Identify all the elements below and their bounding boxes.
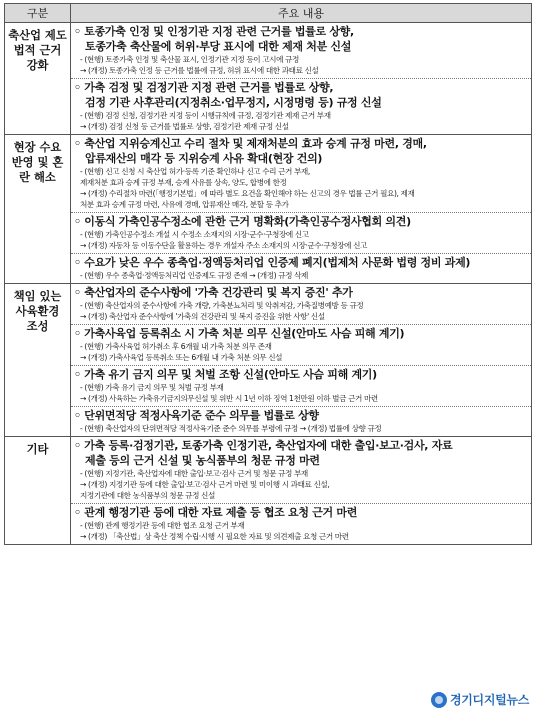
item-title-line: ◦ 가축 유기 금지 의무 및 처벌 조항 신설(안마도 사슴 피해 계기) (74, 368, 377, 381)
item-detail-line: - (현행) 토종가축 인정 및 축산물 표시, 인정기관 지정 등이 고시에 규정 (80, 55, 299, 64)
item-title-line: ◦ 축산업 지위승계신고 수리 절차 및 제재처분의 효과 승계 규정 마련, 경매, (74, 137, 427, 150)
item-detail-line: → (개정) 사육하는 가축유기금지의무신설 및 위반 시 1년 이하 징역 1천만원 이하 벌금 근거 마련 (80, 394, 378, 403)
item-detail-line: → (개정) 축산업자 준수사항에 '가축의 건강관리 및 복지 증진을 위한 사항' 신설 (80, 312, 325, 321)
item-detail-line: 지정기관에 대한 농식품부의 청문 규정 신설 (80, 491, 215, 500)
item-detail-line: → (개정) 「축산법」상 축산 정책 수립·시행 시 필요한 자료 및 의견제출 요청 근거 마련 (80, 532, 349, 541)
content-item (71, 366, 531, 407)
item-detail-line: - (현행) 신고 신청 시 축산업 허가·등록 기준 확인하나 신고 수리 근거 부재, (80, 167, 310, 176)
item-detail-line: → (개정) 자동차 등 이동수단을 활용하는 경우 개설자 주소 소재지의 시장·군수·구청장에 신고 (80, 241, 367, 250)
item-detail-line: 처분 효과 승계 규정 마련, 사유에 경매, 압류재산 매각, 분할 등 추가 (80, 200, 289, 209)
item-title-line: ◦ 단위면적당 적정사육기준 준수 의무를 법률로 상향 (74, 409, 319, 422)
item-title-line: 제출 등의 근거 신설 및 농식품부의 청문 규정 마련 (85, 454, 320, 467)
item-detail-line: → (개정) 토종가축 인정 등 근거를 법률에 규정, 허위 표시에 대한 과태료 신설 (80, 66, 319, 75)
content-item (71, 79, 531, 134)
content-item (71, 504, 531, 544)
item-title-line: ◦ 수요가 낮은 우수 종축업·정액등처리업 인증제 폐지(법제처 사문화 법령 정비 과제) (74, 256, 471, 269)
item-title-line: ◦ 관계 행정기관 등에 대한 자료 제출 등 협조 요청 근거 마련 (74, 506, 358, 519)
content-item (71, 437, 531, 504)
category-line: 사육환경 (15, 305, 60, 318)
section-row (5, 135, 532, 284)
item-title-line: ◦ 가축 검정 및 검정기관 지정 관련 근거를 법률로 상향, (74, 81, 334, 94)
item-detail-line: → (개정) 지정기관 등에 대한 출입·보고·검사 근거 마련 및 미이행 시 과태료 신설, (80, 480, 330, 489)
item-detail-line: - (현행) 가축 유기 금지 의무 및 처벌 규정 부재 (80, 383, 224, 392)
section-content (71, 437, 532, 545)
watermark-text: 경기디지털뉴스 (449, 693, 529, 707)
category-line: 기타 (26, 443, 49, 456)
category-line: 란 해소 (19, 171, 56, 184)
item-detail-line: - (현행) 가축인공수정소 개설 시 수정소 소재지의 시장·군수·구청장에 신고 (80, 230, 309, 239)
section-row (5, 284, 532, 437)
section-row (5, 23, 532, 135)
section-category (5, 135, 71, 284)
category-line: 축산업 제도 (8, 29, 67, 42)
item-title-line: ◦ 가축사육업 등록취소 시 가축 처분 의무 신설(안마도 사슴 피해 계기) (74, 327, 405, 340)
item-title-line: 토종가축 축산물에 허위·부당 표시에 대한 제재 처분 신설 (85, 40, 352, 53)
item-detail-line: - (현행) 우수 종축업·정액등처리업 인증제도 규정 존재 → (개정) 규정 삭제 (80, 271, 308, 280)
content-item (71, 407, 531, 436)
content-item (71, 23, 531, 79)
content-item (71, 135, 531, 213)
section-content (71, 284, 532, 437)
item-detail-line: - (현행) 가축사육업 허가취소 후 6개월 내 가축 처분 의무 존재 (80, 342, 272, 351)
item-detail-line: - (현행) 관계 행정기관 등에 대한 협조 요청 근거 부재 (80, 521, 245, 530)
item-title-line: 검정 기관 사후관리(지정취소·업무정지, 시정명령 등) 규정 신설 (85, 96, 382, 109)
category-line: 반영 및 혼 (11, 156, 64, 169)
item-detail-line: - (현행) 축산업자의 단위면적당 적정사육기준 준수 의무를 부령에 규정 → (개정) 법률에 상향 규정 (80, 424, 382, 433)
item-title-line: ◦ 가축 등록·검정기관, 토종가축 인정기관, 축산업자에 대한 출입·보고·검사, 자료 (74, 439, 453, 452)
section-category (5, 284, 71, 437)
table-body (5, 23, 532, 545)
logo-circle-icon (431, 692, 447, 708)
content-item (71, 325, 531, 366)
content-item (71, 213, 531, 254)
watermark (431, 690, 529, 709)
category-line: 책임 있는 (13, 290, 62, 303)
content-item (71, 284, 531, 325)
section-content (71, 135, 532, 284)
section-row (5, 437, 532, 545)
item-title-line: ◦ 이동식 가축인공수정소에 관한 근거 명확화(가축인공수정사협회 의견) (74, 215, 411, 228)
header-content: 주요 내용 (71, 4, 532, 23)
amendment-table (4, 3, 532, 545)
section-category (5, 23, 71, 135)
category-line: 강화 (26, 59, 49, 72)
item-detail-line: → (개정) 검정 신청 등 근거를 법률로 상향, 검정기관 제재 규정 신설 (80, 122, 289, 131)
item-title-line: 압류재산의 매각 등 지위승계 사유 확대(현장 건의) (85, 152, 323, 165)
item-detail-line: - (현행) 지정기관, 축산업자에 대한 출입·보고·검사 근거 및 청문 규정 부재 (80, 469, 308, 478)
item-detail-line: 제재처분 효과 승계 규정 부재, 승계 사유를 상속, 양도, 합병에 한정 (80, 178, 287, 187)
content-item (71, 254, 531, 283)
section-content (71, 23, 532, 135)
header-category: 구분 (5, 4, 71, 23)
table-header-row (5, 4, 532, 23)
category-line: 현장 수요 (13, 141, 62, 154)
category-line: 법적 근거 (13, 44, 62, 57)
item-title-line: ◦ 축산업자의 준수사항에 '가축 건강관리 및 복지 증진' 추가 (74, 286, 353, 299)
item-detail-line: → (개정) 가축사육업 등록취소 또는 6개월 내 가축 처분 의무 신설 (80, 353, 283, 362)
item-detail-line: - (현행) 축산업자의 준수사항에 가축 개량, 가축분뇨처리 및 악취저감, 가축질병예방 등 규정 (80, 301, 364, 310)
category-line: 조성 (26, 320, 49, 333)
item-title-line: ◦ 토종가축 인정 및 인정기관 지정 관련 근거를 법률로 상향, (74, 25, 354, 38)
item-detail-line: - (현행) 검정 신청, 검정기관 지정 등이 시행규칙에 규정, 검정기관 제재 근거 부재 (80, 111, 331, 120)
item-detail-line: → (개정) 수리절차 마련(「행정기본법」에 따라 별도 요건을 확인해야 하는 신고의 경우 법률 근거 필요), 제재 (80, 189, 415, 198)
section-category (5, 437, 71, 545)
